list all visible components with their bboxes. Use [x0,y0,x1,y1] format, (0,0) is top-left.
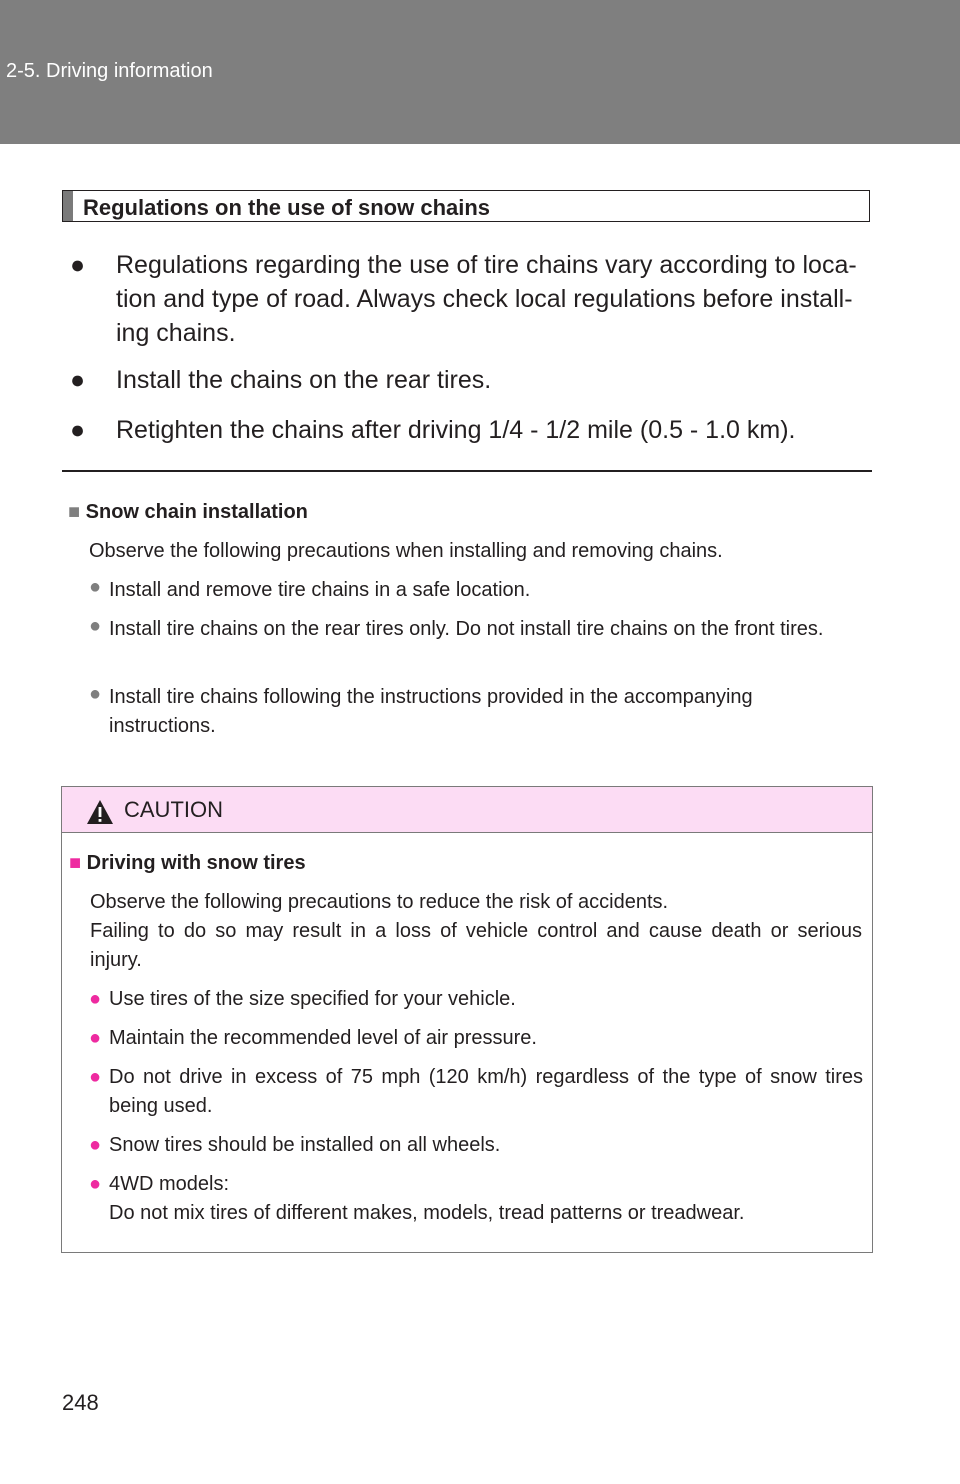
caution-item-detail: Do not mix tires of different makes, models, tread patterns or treadwear. [109,1202,745,1224]
regulations-heading-box [62,190,870,222]
bullet-icon: ● [89,615,102,637]
bullet-icon: ● [89,1066,102,1088]
divider [62,470,872,472]
caution-header [62,787,872,833]
caution-item: 4WD models: [109,1173,230,1195]
section-label: 2-5. Driving information [6,60,213,82]
caution-item: Maintain the recommended level of air pressure. [109,1027,537,1049]
caution-heading [69,849,306,878]
heading-marker-bar [63,191,73,221]
caution-item: Use tires of the size specified for your vehicle. [109,988,516,1010]
bullet-icon: ● [70,416,86,444]
caution-title: Driving with snow tires [86,852,306,874]
installation-item: Install and remove tire chains in a safe location. [109,579,531,601]
bullet-icon: ● [89,576,102,598]
installation-heading [68,498,308,527]
page-header [0,0,960,144]
bullet-icon: ● [89,988,102,1010]
caution-intro-2: Failing to do so may result in a loss of vehicle control and cause death or serious injury. [90,920,862,971]
bullet-icon: ● [70,251,86,279]
bullet-icon: ● [70,366,86,394]
caution-label: CAUTION [124,797,223,822]
regulation-item-text: Install the chains on the rear tires. [116,366,492,394]
square-bullet-icon: ■ [69,852,82,874]
regulation-item-text: Retighten the chains after driving 1/4 - 1/2 mile (0.5 - 1.0 km). [116,416,796,444]
installation-item: Install tire chains following the instructions provided in the accompanying instructions. [109,686,753,737]
regulations-title: Regulations on the use of snow chains [83,195,491,220]
caution-item: Snow tires should be installed on all wheels. [109,1134,501,1156]
square-bullet-icon: ■ [68,501,81,523]
installation-title: Snow chain installation [85,501,308,523]
bullet-icon: ● [89,683,102,705]
bullet-icon: ● [89,1134,102,1156]
installation-item: Install tire chains on the rear tires only. Do not install tire chains on the front tires. [109,618,824,640]
caution-box [61,786,873,1253]
bullet-icon: ● [89,1027,102,1049]
regulation-item-text: Regulations regarding the use of tire chains vary according to loca-tion and type of road. Always check local regulations before install-ing chains. [116,251,857,347]
caution-intro: Observe the following precautions to reduce the risk of accidents. [90,891,669,913]
page-number: 248 [62,1390,99,1415]
caution-item: Do not drive in excess of 75 mph (120 km/h) regardless of the type of snow tires being used. [109,1066,863,1117]
bullet-icon: ● [89,1173,102,1195]
warning-triangle-icon [86,799,114,825]
installation-intro: Observe the following precautions when installing and removing chains. [89,540,723,562]
